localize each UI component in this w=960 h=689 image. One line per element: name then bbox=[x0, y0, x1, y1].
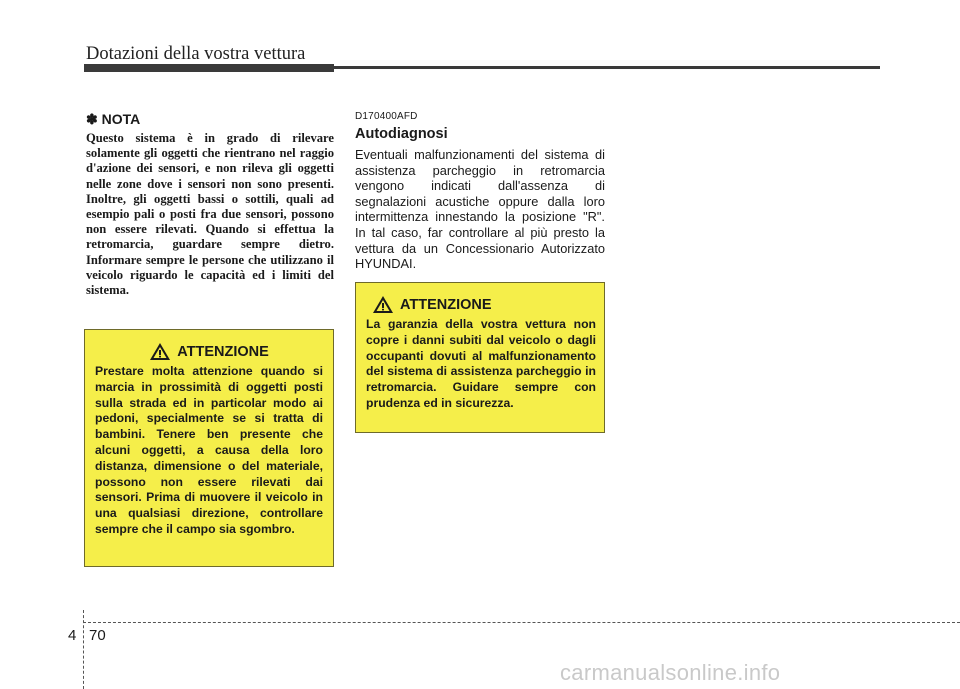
watermark: carmanualsonline.info bbox=[560, 660, 781, 685]
warning-header bbox=[95, 342, 323, 361]
warning-title: ATTENZIONE bbox=[177, 343, 269, 360]
page-header-title: Dotazioni della vostra vettura bbox=[86, 44, 306, 64]
footer-rule bbox=[83, 622, 960, 623]
section-code: D170400AFD bbox=[355, 111, 418, 122]
section-title: Autodiagnosi bbox=[355, 126, 448, 142]
warning-triangle-icon bbox=[372, 295, 394, 314]
warning-box-right bbox=[355, 282, 605, 433]
warning-text: Prestare molta attenzione quando si marcia in prossimità di oggetti posti sulla strada ed in particolar modo ai pedoni, specialmente se si tratta di bambini. Tenere ben presente che alcuni oggetti, a causa della loro distanza, dimensione o del materiale, possono non essere rilevati dai sensori. Prima di muovere il veicolo in una qualsiasi direzione, controllare sempre che il campo sia sgombro. bbox=[95, 364, 323, 536]
warning-text: La garanzia della vostra vettura non copre i danni subiti dal veicolo o dagli occupanti dovuti al malfunzionamento del sistema di assistenza parcheggio in retromarcia. Guidare sempre con prudenza ed in sicurezza. bbox=[366, 317, 596, 410]
warning-box-left bbox=[84, 329, 334, 567]
warning-header bbox=[366, 295, 596, 314]
note-text: Questo sistema è in grado di rilevare solamente gli oggetti che rientrano nel raggio d'azione dei sensori, e non rileva gli oggetti nelle zone dove i sensori non sono presenti. Inoltre, gli oggetti bassi o sottili, quali ad esempio pali o posti fra due sensori, possono non essere rilevati. Quando si effettua la retromarcia, guardare sempre dietro. Informare sempre le persone che utilizzano il veicolo riguardo le capacità ed i limiti del sistema. bbox=[86, 131, 334, 298]
section-body-text: Eventuali malfunzionamenti del sistema di assistenza parcheggio in retromarcia vengono indicati dall'assenza di segnalazioni acustiche oppure dalla loro intermittenza innestando la posizione "R". In tal caso, far controllare al più presto la vettura da un Concessionario Autorizzato HYUNDAI. bbox=[355, 147, 605, 272]
warning-triangle-icon bbox=[149, 342, 171, 361]
header-rule bbox=[84, 66, 880, 69]
page-number: 70 bbox=[89, 627, 106, 644]
warning-title: ATTENZIONE bbox=[400, 296, 492, 313]
note-title: ✽ NOTA bbox=[86, 111, 141, 127]
footer-vertical-rule bbox=[83, 610, 84, 689]
page-chapter-number: 4 bbox=[68, 627, 77, 644]
